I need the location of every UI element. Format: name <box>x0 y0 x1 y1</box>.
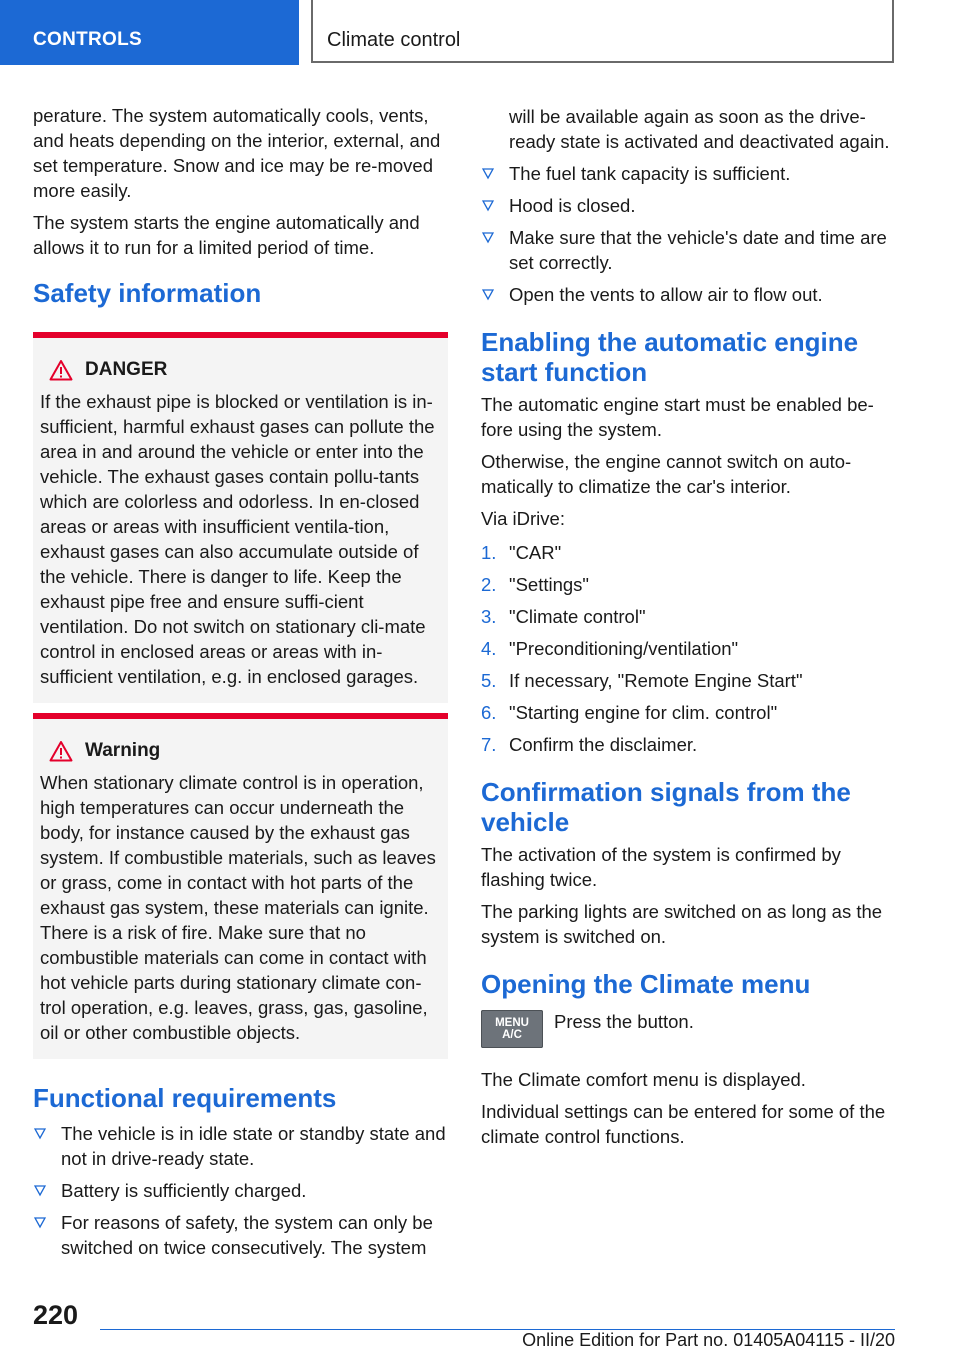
list-item <box>481 161 895 186</box>
warning-head <box>49 740 441 762</box>
step-text: "Starting engine for clim. control" <box>509 702 778 723</box>
intro-paragraph-2: The system starts the engine automatically and allows it to run for a limited period of time. <box>33 212 420 258</box>
step-item <box>481 732 895 757</box>
list-item-text: The fuel tank capacity is sufficient. <box>509 163 791 184</box>
step-item <box>481 604 895 629</box>
enabling-paragraph-2: Otherwise, the engine cannot switch on auto‐matically to climatize the car's interior. <box>481 451 852 497</box>
confirmation-paragraph-2: The parking lights are switched on as long as the system is switched on. <box>481 901 883 947</box>
triangle-bullet-icon <box>34 1185 46 1197</box>
warning-title: Warning <box>85 740 161 761</box>
right-column <box>481 104 895 1156</box>
list-item <box>33 1178 448 1203</box>
step-text: If necessary, "Remote Engine Start" <box>509 670 803 691</box>
list-item <box>481 225 895 275</box>
danger-text: If the exhaust pipe is blocked or ventilation is in‐sufficient, harmful exhaust gases can pollute the area in and around the vehicle or enter into the vehicle. The exhaust gases contain pollu‐tants which are colorless and odorless. In en‐closed areas or areas with insufficient ventila‐tion, exhaust gases can also accumulate outside of the vehicle. There is danger to life. Keep the exhaust pipe free and ensure suffi‐cient ventilation. Do not switch on stationary cli‐mate control in enclosed areas or areas with in‐sufficient ventilation, e.g. in enclosed garages. <box>40 391 435 687</box>
footer-edition: Online Edition for Part no. 01405A04115 - II/20 <box>522 1330 895 1350</box>
step-item <box>481 636 895 661</box>
step-text: "Settings" <box>509 574 589 595</box>
list-item <box>481 282 895 307</box>
enabling-heading: Enabling the automatic engine start function <box>481 327 859 387</box>
open-paragraph-1: The Climate comfort menu is displayed. <box>481 1069 806 1090</box>
warning-triangle-icon <box>49 359 73 381</box>
step-text: "CAR" <box>509 542 562 563</box>
list-item <box>33 1121 448 1171</box>
menu-button-row <box>481 1010 895 1048</box>
left-column <box>33 103 448 1267</box>
section-title: CONTROLS <box>33 29 143 50</box>
safety-heading: Safety information <box>33 278 262 308</box>
ac-button-label: A/C <box>502 1029 522 1041</box>
menu-ac-button-icon <box>481 1010 543 1048</box>
step-number: 2. <box>481 574 497 595</box>
triangle-bullet-icon <box>34 1128 46 1140</box>
chapter-tab <box>311 0 894 63</box>
danger-title: DANGER <box>85 359 168 380</box>
section-tab <box>0 0 299 65</box>
functional-requirements-heading: Functional requirements <box>33 1083 337 1113</box>
press-button-text: Press the button. <box>554 1011 694 1032</box>
list-item-text: Hood is closed. <box>509 195 636 216</box>
warning-triangle-icon <box>49 740 73 762</box>
list-item <box>481 193 895 218</box>
chapter-title: Climate control <box>327 29 461 51</box>
list-item-text: Open the vents to allow air to flow out. <box>509 284 823 305</box>
step-text: "Preconditioning/ventilation" <box>509 638 739 659</box>
idrive-steps-list <box>481 540 895 757</box>
step-text: "Climate control" <box>509 606 646 627</box>
triangle-bullet-icon <box>482 200 494 212</box>
step-number: 6. <box>481 702 497 723</box>
triangle-bullet-icon <box>482 289 494 301</box>
triangle-bullet-icon <box>482 232 494 244</box>
menu-button-label: MENU <box>495 1017 529 1029</box>
step-item <box>481 572 895 597</box>
triangle-bullet-icon <box>482 168 494 180</box>
step-item <box>481 668 895 693</box>
requirements-list-continued <box>481 161 895 307</box>
step-text: Confirm the disclaimer. <box>509 734 698 755</box>
open-paragraph-2: Individual settings can be entered for some of the climate control functions. <box>481 1101 886 1147</box>
danger-box <box>33 332 448 703</box>
page-number: 220 <box>33 1300 79 1330</box>
step-number: 5. <box>481 670 497 691</box>
warning-text: When stationary climate control is in operation, high temperatures can occur underneath the body, for instance caused by the exhaust gas system. If combustible materials, such as leaves or grass, come in contact with hot parts of the exhaust gas system, these materials can ignite. There is a risk of fire. Make sure that no combustible materials can come in contact with hot vehicle parts during stationary climate con‐trol operation, e.g. leaves, grass, gas, gasoline, oil or other combustible objects. <box>40 772 436 1043</box>
list-item-text: Make sure that the vehicle's date and time are set correctly. <box>509 227 887 273</box>
enabling-paragraph-1: The automatic engine start must be enabled be‐fore using the system. <box>481 394 874 440</box>
list-item <box>33 1210 448 1260</box>
via-idrive: Via iDrive: <box>481 508 565 529</box>
functional-requirements-list <box>33 1121 448 1260</box>
list-item-text: Battery is sufficiently charged. <box>61 1180 307 1201</box>
step-item <box>481 700 895 725</box>
triangle-bullet-icon <box>34 1217 46 1229</box>
confirmation-paragraph-1: The activation of the system is confirmed by flashing twice. <box>481 844 841 890</box>
warning-box <box>33 713 448 1059</box>
intro-paragraph-1: perature. The system automatically cools, vents, and heats depending on the interior, external, and set temperature. Snow and ice may be re‐moved more easily. <box>33 105 441 201</box>
step-number: 4. <box>481 638 497 659</box>
step-number: 3. <box>481 606 497 627</box>
step-number: 1. <box>481 542 497 563</box>
continued-list-text: will be available again as soon as the drive-ready state is activated and deactivated again. <box>509 106 890 152</box>
confirmation-heading: Confirmation signals from the vehicle <box>481 777 851 837</box>
step-number: 7. <box>481 734 497 755</box>
list-item-text: The vehicle is in idle state or standby state and not in drive-ready state. <box>61 1123 446 1169</box>
open-climate-menu-heading: Opening the Climate menu <box>481 969 811 999</box>
danger-head <box>49 359 441 381</box>
list-item-text: For reasons of safety, the system can only be switched on twice consecutively. The system <box>61 1212 433 1258</box>
step-item <box>481 540 895 565</box>
